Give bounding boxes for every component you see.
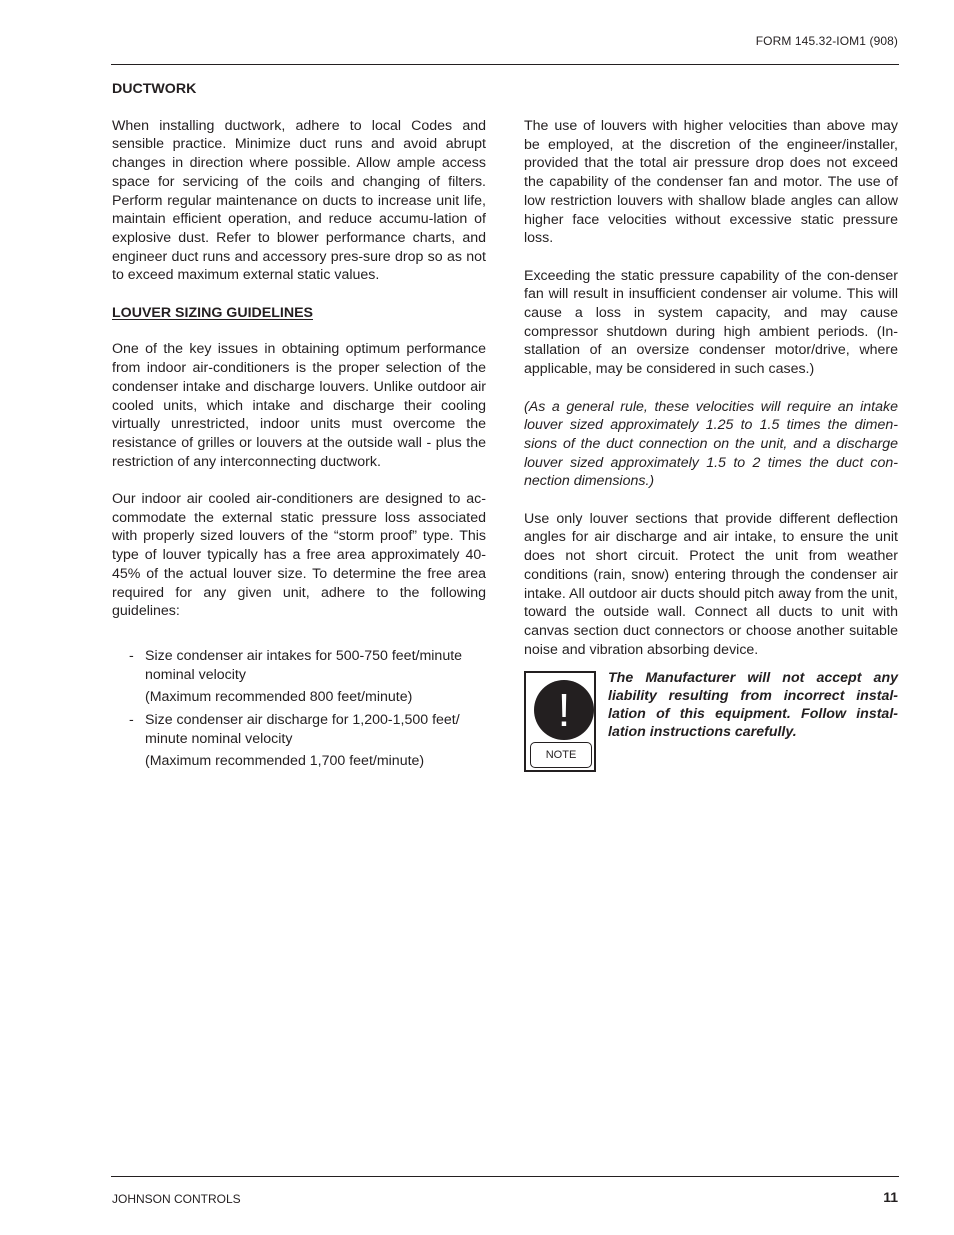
- left-column: [112, 80, 486, 771]
- list-dash: -: [129, 712, 134, 729]
- guideline-item-discharge: [129, 711, 486, 771]
- louver-paragraph-2: Our indoor air cooled air-conditioners are designed to ac-commodate the external static pressure loss associated with properly sized louvers of the “storm proof” type. This type of louver typically has a free area approximately 40-45% of the actual louver size. To determine the free area required for any given unit, adhere to the following guidelines:: [112, 491, 486, 620]
- guideline-text: Size condenser air discharge for 1,200-1,500 feet/ minute nominal velocity: [145, 712, 460, 747]
- note-box: [524, 671, 596, 772]
- right-column: [524, 117, 898, 777]
- louver-heading: [112, 304, 486, 323]
- guidelines-list: [112, 647, 486, 771]
- footer-rule: [111, 1176, 899, 1177]
- right-paragraph-1: The use of louvers with higher velocities than above may be employed, at the discretion of the engineer/installer, provided that the total air pressure drop does not exceed the capability of the condenser fan and motor. The use of low restriction louvers with shallow blade angles can allow higher face velocities without excessive static pressure loss.: [524, 118, 898, 247]
- louver-heading-text: LOUVER SIZING GUIDELINES: [112, 304, 314, 321]
- exclamation-symbol: !: [557, 684, 571, 737]
- note-block: [524, 671, 898, 777]
- right-paragraph-4: Use only louver sections that provide different deflection angles for air discharge and air intake, to ensure the unit does not short circuit. Protect the unit from weather conditions (rain, snow) entering through the condenser air intake. All outdoor air ducts should pitch away from the unit, toward the outside wall. Connect all ducts to unit with canvas section duct connectors or choose another suitable noise and vibration absorbing device.: [524, 510, 898, 658]
- note-text: The Manufacturer will not accept any liability resulting from incorrect instal-lation of this equipment. Follow instal-lation instructions carefully.: [608, 670, 898, 741]
- guideline-max: (Maximum recommended 1,700 feet/minute): [145, 753, 425, 770]
- guideline-max: (Maximum recommended 800 feet/minute): [145, 689, 413, 706]
- ductwork-paragraph: When installing ductwork, adhere to local Codes and sensible practice. Minimize duct runs and avoid abrupt changes in direction where possible. Allow ample access space for servicing of the coils and changing of filters. Perform regular maintenance on ducts to increase unit life, maintain efficient operation, and reduce accumu-lation of explosive dust. Refer to blower performance charts, and engineer duct runs and accessory pres-sure drop so as not to exceed maximum external static values.: [112, 117, 486, 284]
- right-paragraph-3: (As a general rule, these velocities will require an intake louver sized approximately 1.25 to 1.5 times the dimen-sions of the duct connection on the unit, and a discharge louver sized approximately 1.5 to 2 times the duct con-nection dimensions.): [524, 398, 898, 490]
- guideline-item-intake: [129, 647, 486, 707]
- list-dash: -: [129, 647, 134, 664]
- footer-company: JOHNSON CONTROLS: [112, 1192, 241, 1206]
- right-paragraph-2: Exceeding the static pressure capability of the con-denser fan will result in insufficient condenser air volume. This will cause a loss in system capacity, and may cause compressor shutdown during high ambient periods. (In-stallation of an oversize condenser motor/drive, where applicable, may be considered in such cases.): [524, 267, 898, 378]
- louver-paragraph-1: One of the key issues in obtaining optimum performance from indoor air-conditioners is the proper selection of the condenser intake and discharge louvers. Unlike outdoor air cooled units, which intake and discharge their cooling virtually unrestricted, indoor units must overcome the resistance of grilles or louvers at the outside wall - plus the restriction of any interconnecting ductwork.: [112, 341, 486, 470]
- page-number: 11: [883, 1189, 898, 1205]
- header-rule: [111, 64, 899, 65]
- form-number: FORM 145.32-IOM1 (908): [755, 34, 898, 48]
- note-label: NOTE: [530, 742, 592, 768]
- guideline-text: Size condenser air intakes for 500-750 feet/minute nominal velocity: [145, 647, 463, 683]
- exclamation-icon: [533, 679, 595, 741]
- ductwork-heading: DUCTWORK: [112, 81, 197, 97]
